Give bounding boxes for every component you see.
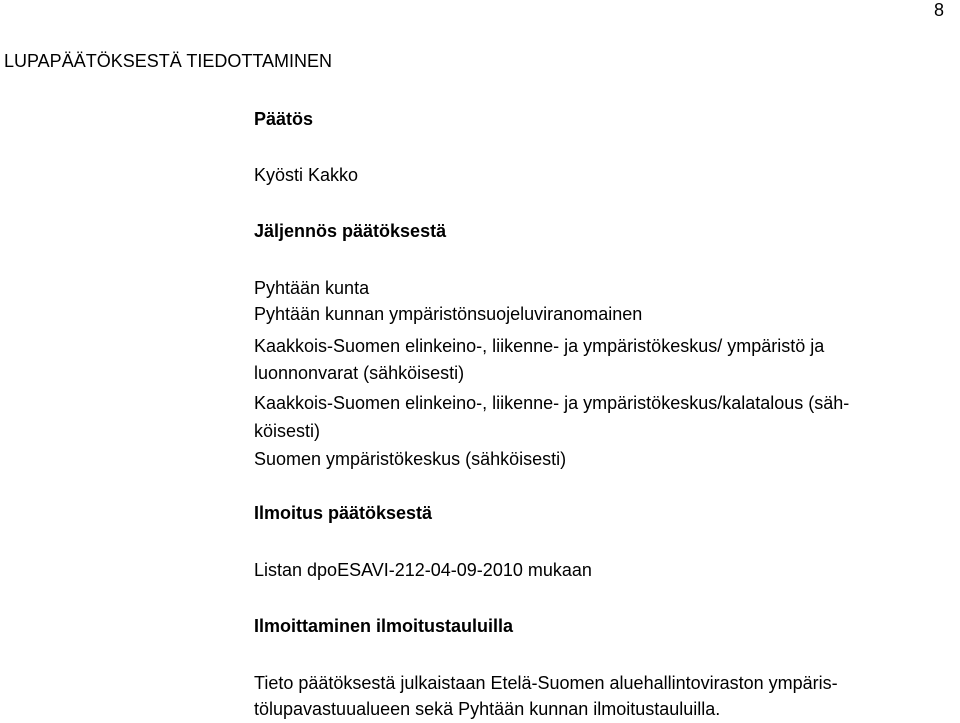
- section-title: LUPAPÄÄTÖKSESTÄ TIEDOTTAMINEN: [4, 51, 333, 71]
- decision-heading: Päätös: [254, 109, 314, 129]
- bulletin-text-line-2: tölupavastuualueen sekä Pyhtään kunnan ilmoitustauluilla.: [254, 699, 721, 719]
- copy-recipient-4a: Kaakkois-Suomen elinkeino-, liikenne- ja ympäristökeskus/kalatalous (säh-: [254, 393, 850, 413]
- copy-recipient-4b: köisesti): [254, 421, 321, 441]
- copy-recipient-1: Pyhtään kunta: [254, 278, 370, 298]
- copy-recipient-2: Pyhtään kunnan ympäristönsuojeluviranomainen: [254, 304, 643, 324]
- copy-recipient-5: Suomen ympäristökeskus (sähköisesti): [254, 449, 567, 469]
- notice-heading: Ilmoitus päätöksestä: [254, 503, 433, 523]
- bulletin-text-line-1: Tieto päätöksestä julkaistaan Etelä-Suomen aluehallintoviraston ympäris-: [254, 673, 838, 693]
- copy-heading: Jäljennös päätöksestä: [254, 221, 447, 241]
- notice-text: Listan dpoESAVI-212-04-09-2010 mukaan: [254, 560, 592, 580]
- copy-recipient-3a: Kaakkois-Suomen elinkeino-, liikenne- ja ympäristökeskus/ ympäristö ja: [254, 336, 825, 356]
- page-number: 8: [933, 0, 944, 20]
- copy-recipient-3b: luonnonvarat (sähköisesti): [254, 363, 465, 383]
- bulletin-heading: Ilmoittaminen ilmoitustauluilla: [254, 616, 514, 636]
- decision-recipient: Kyösti Kakko: [254, 165, 359, 185]
